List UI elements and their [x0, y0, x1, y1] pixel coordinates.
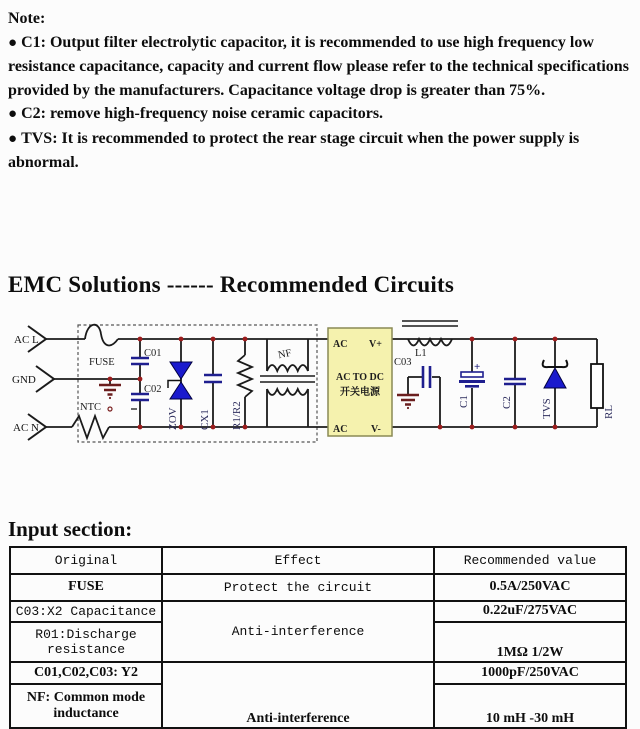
- note-item-c2-text: C2: remove high-frequency noise ceramic capacitors.: [21, 105, 384, 122]
- nf-bottom-coil: [267, 389, 308, 395]
- c1-lower-plate: [465, 385, 479, 388]
- zov-bottom-triangle: [170, 382, 192, 399]
- note-title: Note:: [8, 10, 46, 27]
- zov-symbol: [168, 362, 192, 399]
- psu-line2: 开关电源: [340, 386, 380, 398]
- bullet-icon: ●: [8, 106, 18, 122]
- cell-r01-value: 1MΩ 1/2W: [434, 622, 626, 662]
- cx1-plates: [204, 375, 222, 382]
- cell-fuse-value: 0.5A/250VAC: [434, 574, 626, 601]
- psu-box: [328, 328, 392, 436]
- psu-vminus: V-: [371, 423, 381, 435]
- ntc-degree-mark: [108, 407, 112, 411]
- psu-ac-in-top: AC: [333, 338, 348, 350]
- nf-core-lines: [260, 376, 315, 382]
- c2-label: C2: [501, 395, 513, 409]
- table-row-c03: [10, 601, 626, 622]
- note-item-tvs: [8, 127, 630, 175]
- cell-anti-interference-1: Anti-interference: [162, 601, 434, 662]
- emc-solutions-heading: EMC Solutions ------ Recommended Circuits: [8, 271, 455, 297]
- note-item-c1-text: C1: Output filter electrolytic capacitor, it is recommended to use high frequency low resistance capacitance, capacity and current flow please refer to the technical specifications provided by the manufacturers. Capacitance voltage drop is greater than 75%.: [8, 33, 629, 99]
- cell-fuse: FUSE: [10, 574, 162, 601]
- cell-nf-value: 10 mH -30 mH: [434, 684, 626, 728]
- c1-bottom-plate: [459, 380, 485, 383]
- ac-n-label: AC N: [13, 421, 39, 434]
- gnd-label: GND: [12, 373, 36, 386]
- bullet-icon: ●: [8, 34, 18, 51]
- cx1-label: CX1: [199, 408, 211, 430]
- table-row-y2: [10, 662, 626, 684]
- l1-coil: [408, 339, 452, 346]
- gnd2-dot: [407, 406, 409, 408]
- psu-vplus: V+: [369, 338, 382, 350]
- psu-line1: AC TO DC: [336, 371, 384, 383]
- cell-nf: NF: Common mode inductance: [10, 684, 162, 728]
- c1-plates: [459, 372, 485, 388]
- l1-core-lines: [402, 321, 458, 326]
- col-header-effect: Effect: [162, 547, 434, 574]
- fuse-label: FUSE: [89, 356, 115, 368]
- col-header-original: Original: [10, 547, 162, 574]
- gnd2-bars: [397, 395, 419, 405]
- cell-c03: C03:X2 Capacitance: [10, 601, 162, 622]
- cell-r01: R01:Discharge resistance: [10, 622, 162, 662]
- cell-fuse-effect: Protect the circuit: [162, 574, 434, 601]
- cell-y2-value: 1000pF/250VAC: [434, 662, 626, 684]
- zov-label: ZOV: [167, 406, 179, 430]
- emc-circuit-diagram: [0, 309, 640, 459]
- table-header-row: [10, 547, 626, 574]
- c01-label: C01: [144, 347, 162, 359]
- ac-l-label: AC L: [14, 333, 39, 346]
- table-row-fuse: [10, 574, 626, 601]
- ntc-label: NTC: [80, 401, 101, 413]
- chevron-gnd-icon: [36, 366, 54, 392]
- cell-anti-interference-2: Anti-interference: [162, 662, 434, 728]
- zov-top-triangle: [170, 362, 192, 379]
- cell-y2: C01,C02,C03: Y2: [10, 662, 162, 684]
- rl-resistor-box: [591, 364, 603, 408]
- l1-label: L1: [415, 347, 427, 359]
- c02-label: C02: [144, 383, 162, 395]
- col-header-recommended: Recommended value: [434, 547, 626, 574]
- c03-plates: [423, 366, 430, 388]
- input-section-heading: Input section:: [8, 516, 133, 541]
- cell-c03-value: 0.22uF/275VAC: [434, 601, 626, 622]
- c1-label: C1: [458, 394, 470, 408]
- c2-plates: [504, 379, 526, 384]
- psu-ac-in-bottom: AC: [333, 423, 348, 435]
- tvs-label: TVS: [541, 397, 553, 419]
- input-spec-table: [9, 546, 627, 729]
- nf-label: NF: [277, 347, 293, 361]
- r1r2-label: R1/R2: [231, 400, 243, 430]
- note-item-tvs-text: TVS: It is recommended to protect the rear stage circuit when the power supply is abnormal.: [8, 129, 580, 171]
- note-item-c2: [8, 102, 630, 127]
- nf-top-coil: [267, 365, 308, 371]
- c1-plus-sign: +: [474, 360, 481, 373]
- fuse-symbol: [85, 324, 118, 345]
- gnd1-dot: [109, 396, 111, 398]
- rl-label: RL: [603, 404, 615, 419]
- c03-label: C03: [394, 356, 412, 368]
- note-item-c1: [8, 31, 630, 103]
- tvs-triangle: [544, 368, 566, 388]
- bullet-icon: ●: [8, 130, 18, 147]
- gnd1-bars: [99, 385, 121, 395]
- note-block: [0, 0, 640, 175]
